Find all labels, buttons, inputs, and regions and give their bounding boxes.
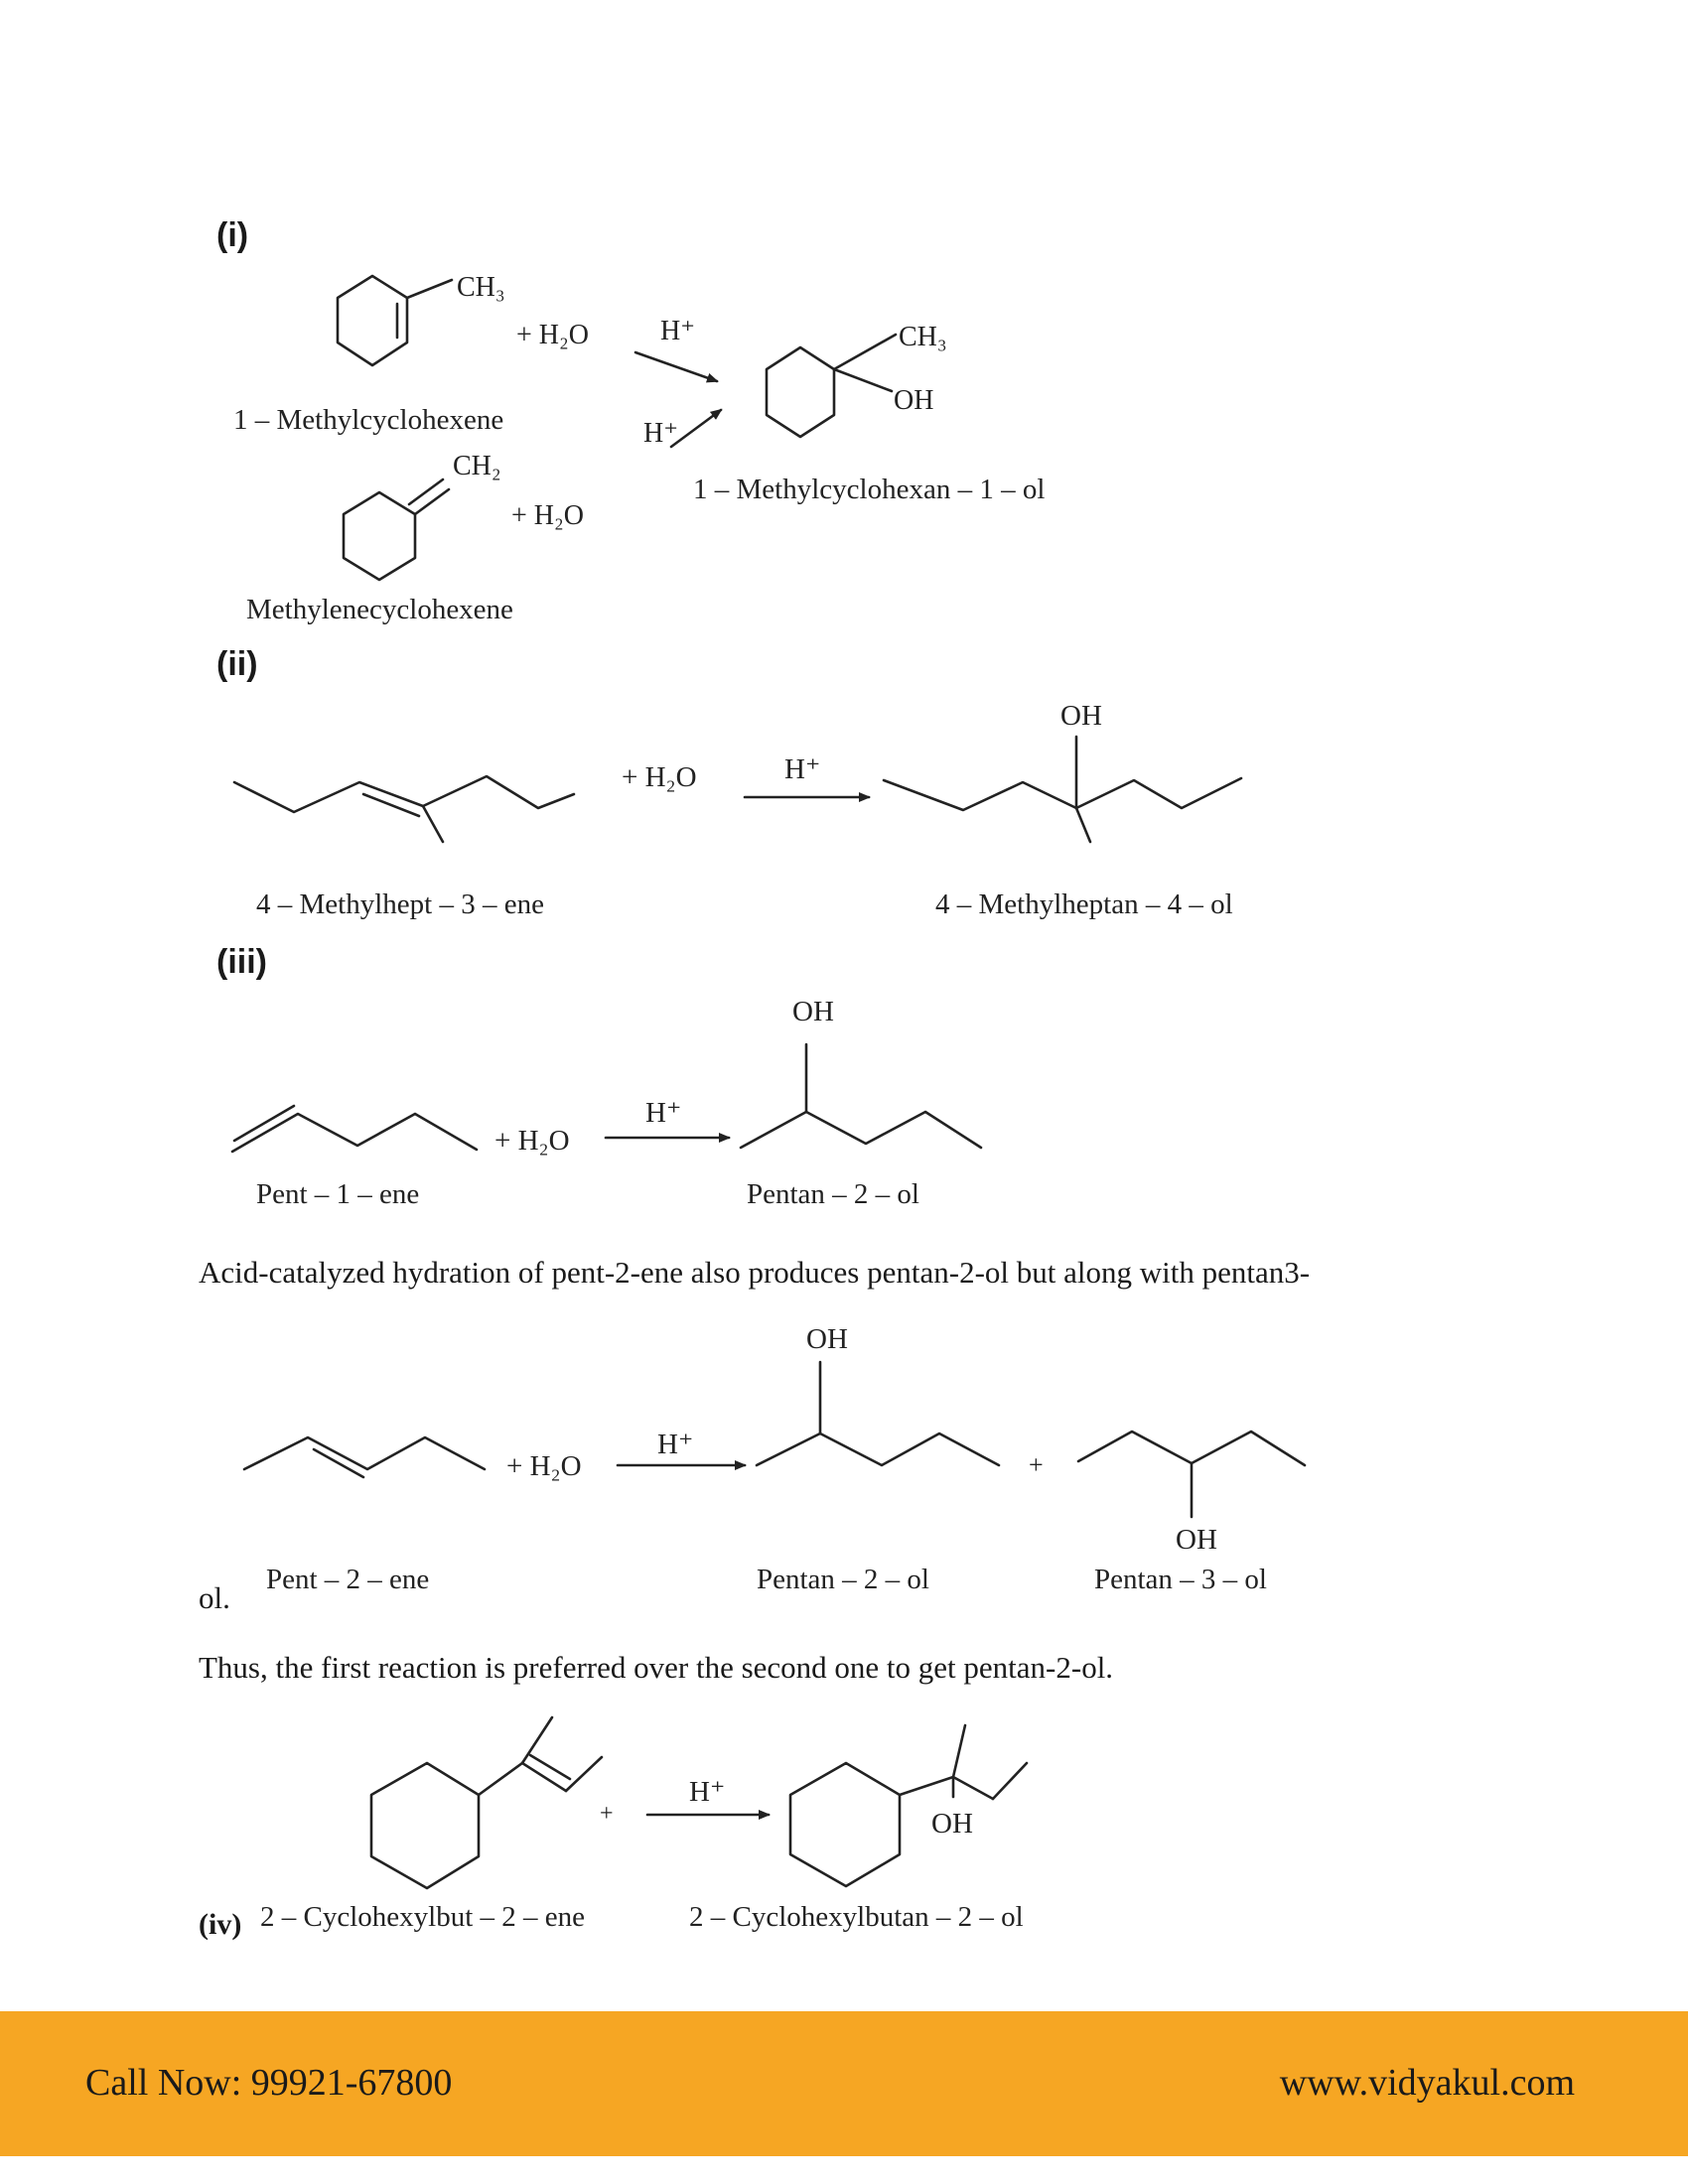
arrow-i-2 — [671, 410, 721, 447]
name-methylenecyclohexene: Methylenecyclohexene — [246, 594, 513, 625]
substituent-ch2-i: CH₂ — [453, 451, 501, 481]
name-1-methylcyclohexene: 1 – Methylcyclohexene — [233, 404, 504, 436]
scheme-pent-2-ene — [244, 1323, 1305, 1595]
catalyst-iv: H⁺ — [689, 1776, 726, 1808]
structure-1-methylcyclohexene — [338, 276, 452, 365]
name-pentan-2-ol-second: Pentan – 2 – ol — [757, 1564, 929, 1595]
section-label-iii: (iii) — [216, 943, 267, 981]
note-preferred: Thus, the first reaction is preferred over the second one to get pentan-2-ol. — [199, 1650, 1114, 1685]
structure-4-methylhept-3-ene — [234, 776, 574, 842]
footer-bar — [0, 2011, 1688, 2156]
structure-methylenecyclohexene — [344, 479, 449, 580]
structure-1-methylcyclohexan-1-ol — [767, 335, 896, 437]
catalyst-pent-2-ene: H⁺ — [657, 1429, 694, 1460]
structure-2-cyclohexylbutan-2-ol — [790, 1725, 1027, 1886]
structure-pentan-2-ol — [741, 1044, 981, 1148]
oh-product-pentan-3-ol: OH — [1176, 1524, 1217, 1556]
scheme-iii — [232, 996, 981, 1210]
structure-4-methylheptan-4-ol — [884, 737, 1241, 842]
name-pent-2-ene: Pent – 2 – ene — [266, 1564, 430, 1595]
plus-iv: + — [600, 1801, 614, 1827]
oh-product-ii: OH — [1060, 700, 1102, 732]
water-pent-2-ene: + H₂O — [506, 1450, 582, 1482]
structure-pent-2-ene — [244, 1437, 485, 1477]
name-pent-1-ene: Pent – 1 – ene — [256, 1178, 420, 1210]
scheme-i — [233, 272, 1045, 625]
catalyst-i-1: H⁺ — [660, 316, 695, 346]
catalyst-iii: H⁺ — [645, 1097, 682, 1129]
structure-2-cyclohexylbut-2-ene — [371, 1717, 602, 1888]
structure-pentan-3-ol — [1078, 1432, 1305, 1517]
name-2-cyclohexylbutan-2-ol: 2 – Cyclohexylbutan – 2 – ol — [689, 1901, 1024, 1933]
name-pentan-3-ol: Pentan – 3 – ol — [1094, 1564, 1267, 1595]
section-label-iv: (iv) — [199, 1908, 242, 1941]
name-4-methylheptan-4-ol: 4 – Methylheptan – 4 – ol — [935, 888, 1233, 920]
name-2-cyclohexylbut-2-ene: 2 – Cyclohexylbut – 2 – ene — [260, 1901, 586, 1933]
substituent-ch3-product-i: CH₃ — [899, 322, 947, 352]
water-iii: + H₂O — [494, 1125, 570, 1157]
name-4-methylhept-3-ene: 4 – Methylhept – 3 – ene — [256, 888, 544, 920]
section-label-i: (i) — [216, 216, 249, 254]
plus-pent-2-ene: + — [1029, 1450, 1044, 1479]
website-link[interactable]: www.vidyakul.com — [1279, 2062, 1575, 2104]
catalyst-ii: H⁺ — [784, 753, 821, 785]
oh-product-pentan-2-ol: OH — [806, 1323, 848, 1355]
oh-product-iii: OH — [792, 996, 834, 1027]
section-label-ii: (ii) — [216, 645, 258, 683]
oh-product-iv: OH — [931, 1808, 973, 1840]
water-i-2: + H₂O — [511, 500, 584, 531]
structure-pent-1-ene — [232, 1106, 477, 1152]
call-now-text: Call Now: 99921-67800 — [85, 2062, 453, 2104]
arrow-i-1 — [635, 352, 717, 381]
name-pentan-2-ol-iii: Pentan – 2 – ol — [747, 1178, 919, 1210]
substituent-ch3-i: CH₃ — [457, 272, 505, 303]
note-pent-2-ene: Acid-catalyzed hydration of pent-2-ene also produces pentan-2-ol but along with pentan3- — [199, 1255, 1311, 1290]
catalyst-i-2: H⁺ — [643, 418, 678, 449]
oh-product-i: OH — [894, 385, 934, 416]
note-tail-ol: ol. — [199, 1580, 230, 1615]
structure-pentan-2-ol-second — [757, 1362, 999, 1465]
water-i-1: + H₂O — [516, 320, 589, 350]
name-1-methylcyclohexan-1-ol: 1 – Methylcyclohexan – 1 – ol — [693, 474, 1046, 505]
scheme-ii — [234, 700, 1241, 920]
scheme-iv — [260, 1717, 1027, 1933]
water-ii: + H₂O — [622, 761, 697, 793]
